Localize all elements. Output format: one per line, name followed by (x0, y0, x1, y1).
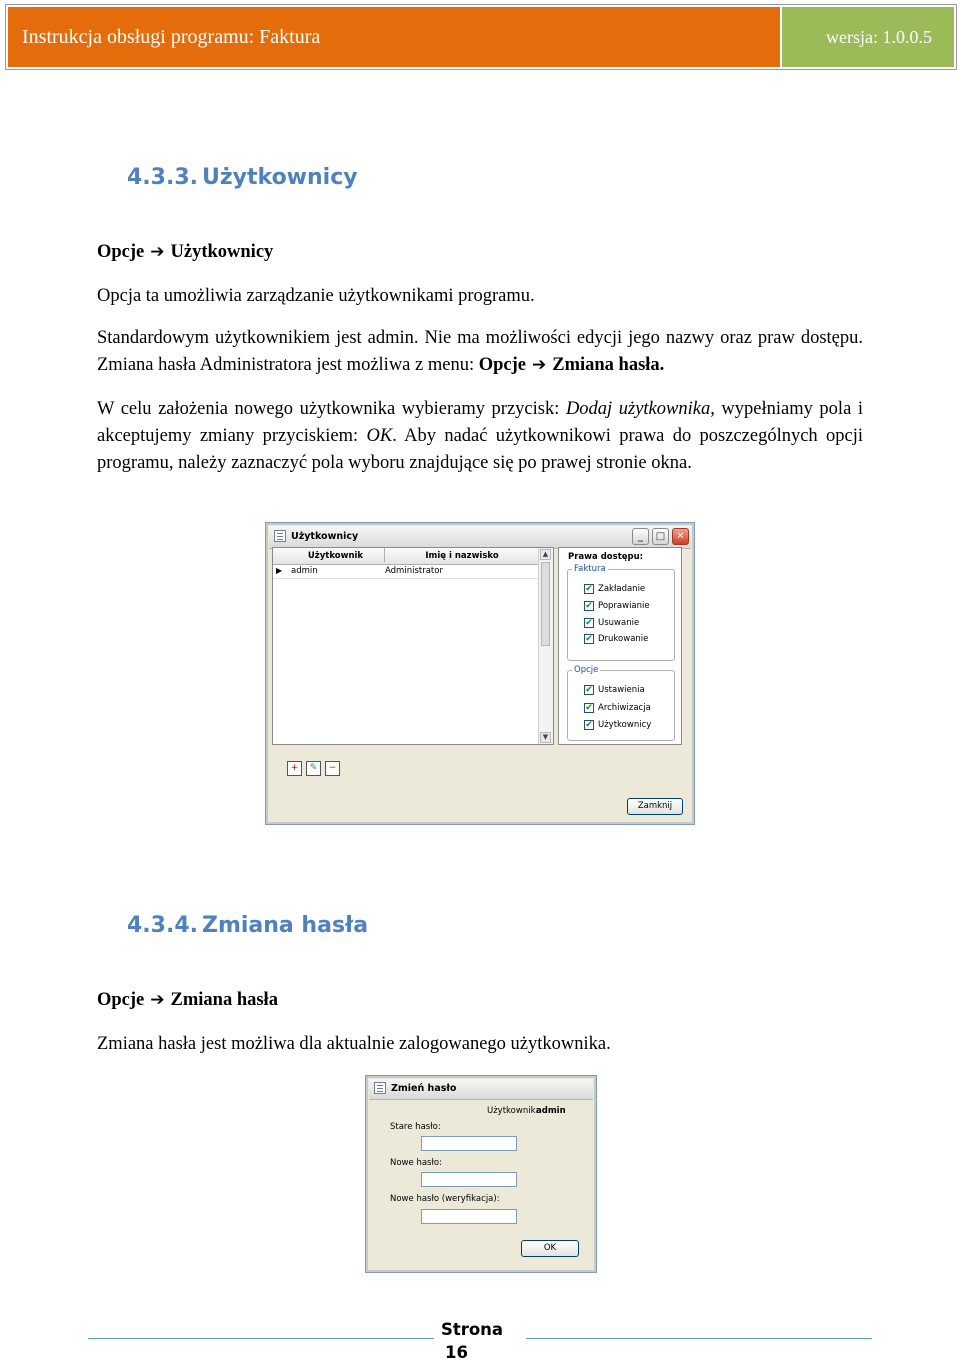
minimize-icon[interactable]: _ (632, 528, 649, 545)
cell-full-name: Administrator (385, 566, 443, 576)
grid-header (273, 548, 539, 565)
checkbox-checked-icon: ✔ (585, 601, 593, 611)
arrow-right-icon: ➔ (150, 242, 165, 262)
close-icon[interactable]: ✕ (672, 528, 689, 545)
document-title: Instrukcja obsługi programu: Faktura (8, 7, 780, 67)
header-banner (5, 4, 957, 70)
paragraph-intro: Opcja ta umożliwia zarządzanie użytkownikami programu. (97, 286, 535, 306)
menu-path-password: Opcje ➔ Zmiana hasła (97, 990, 278, 1010)
add-user-icon[interactable]: + (287, 761, 302, 776)
group-opcje: Opcje ✔ Ustawienia ✔ Archiwizacja ✔ Użytkownicy (567, 670, 675, 741)
confirm-password-input[interactable] (421, 1209, 517, 1224)
section-heading-users (127, 165, 358, 190)
password-dialog-titlebar (369, 1079, 593, 1100)
section-heading-password (127, 913, 368, 938)
paragraph-password: Zmiana hasła jest możliwa dla aktualnie zalogowanego użytkownika. (97, 1034, 611, 1054)
rights-title: Prawa dostępu: (568, 552, 644, 562)
group-legend: Opcje (574, 665, 599, 675)
old-password-input[interactable] (421, 1136, 517, 1151)
new-password-label: Nowe hasło: (390, 1158, 442, 1168)
window-app-icon (274, 530, 286, 542)
column-user[interactable]: Użytkownik (287, 548, 385, 562)
group-faktura: Faktura ✔ Zakładanie ✔ Poprawianie ✔ Usuwanie ✔ Drukowanie (567, 569, 675, 661)
users-dialog-title: Użytkownicy (291, 531, 359, 542)
user-label: Użytkownik: (487, 1106, 539, 1116)
group-legend: Faktura (574, 564, 606, 574)
window-app-icon (374, 1082, 386, 1094)
rights-panel (558, 547, 682, 745)
table-row[interactable] (273, 565, 539, 579)
column-full-name[interactable]: Imię i nazwisko (425, 551, 499, 561)
scroll-up-icon[interactable]: ▲ (540, 549, 551, 560)
checkbox-checked-icon: ✔ (585, 634, 593, 644)
checkbox-checked-icon: ✔ (585, 584, 593, 594)
user-value: admin (536, 1106, 566, 1116)
section-title: Zmiana hasła (202, 913, 369, 938)
row-selector-icon: ▶ (276, 566, 283, 575)
maximize-icon[interactable]: □ (652, 528, 669, 545)
users-dialog (265, 522, 695, 825)
section-title: Użytkownicy (202, 165, 358, 190)
checkbox-checked-icon: ✔ (585, 703, 593, 713)
edit-user-icon[interactable]: ✎ (306, 761, 321, 776)
close-button[interactable]: Zamknij (627, 798, 683, 815)
users-grid[interactable] (272, 547, 554, 745)
footer-line-left (88, 1338, 434, 1339)
cell-user: admin (291, 566, 318, 576)
delete-user-icon[interactable]: − (325, 761, 340, 776)
footer-line-right (526, 1338, 872, 1339)
paragraph-admin: Standardowym użytkownikiem jest admin. Nie ma możliwości edycji jego nazwy oraz praw dostępu. Zmiana hasła Administratora jest możliwa z menu: Opcje ➔ Zmiana hasła. (97, 328, 863, 375)
arrow-right-icon: ➔ (531, 355, 547, 375)
arrow-right-icon: ➔ (150, 990, 165, 1010)
ok-button[interactable]: OK (521, 1240, 579, 1257)
section-number: 4.3.3. (127, 165, 198, 190)
confirm-password-label: Nowe hasło (weryfikacja): (390, 1194, 500, 1204)
checkbox-checked-icon: ✔ (585, 618, 593, 628)
scroll-down-icon[interactable]: ▼ (540, 732, 551, 743)
paragraph-add-user: W celu założenia nowego użytkownika wybieramy przycisk: Dodaj użytkownika, wypełniamy pola i akceptujemy zmiany przyciskiem: OK. Aby nadać użytkownikowi prawa do poszczególnych opcji programu, należy zaznaczyć pola wyboru znajdujące się po prawej stronie okna. (97, 399, 863, 473)
section-number: 4.3.4. (127, 913, 198, 938)
menu-path-users: Opcje ➔ Użytkownicy (97, 242, 274, 262)
password-dialog-title: Zmień hasło (391, 1083, 457, 1094)
document-version: wersja: 1.0.0.5 (782, 7, 954, 67)
page-number: Strona 16 (440, 1320, 504, 1362)
checkbox-checked-icon: ✔ (585, 685, 593, 695)
scroll-thumb[interactable] (541, 562, 550, 646)
new-password-input[interactable] (421, 1172, 517, 1187)
grid-scrollbar[interactable] (538, 548, 553, 744)
old-password-label: Stare hasło: (390, 1122, 441, 1132)
password-dialog (365, 1075, 597, 1273)
checkbox-checked-icon: ✔ (585, 720, 593, 730)
users-dialog-titlebar (269, 526, 691, 549)
